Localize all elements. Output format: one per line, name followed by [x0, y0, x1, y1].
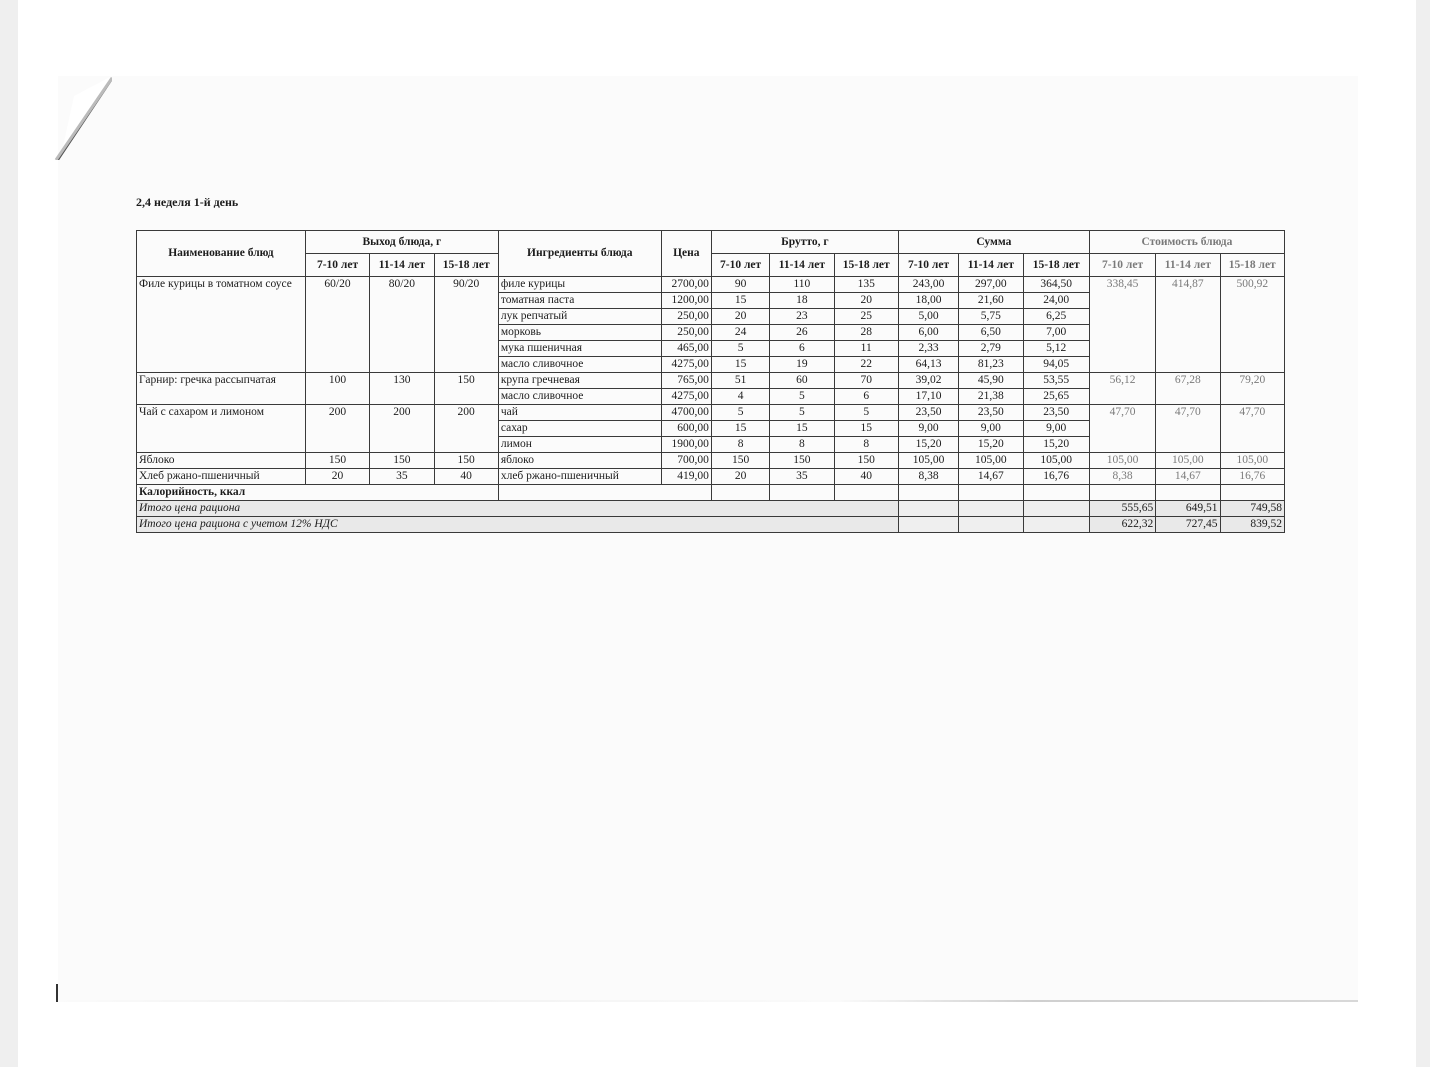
ingredient-brutto: 90 [711, 277, 769, 293]
table-row [137, 373, 1285, 389]
total-vat-value: 622,32 [1089, 517, 1155, 533]
paper-bottom-edge [58, 1000, 1358, 1002]
ingredient-price: 2700,00 [661, 277, 711, 293]
total-value: 749,58 [1220, 501, 1284, 517]
ingredient-sum: 21,38 [959, 389, 1023, 405]
header-age: 15-18 лет [1023, 254, 1089, 277]
ingredient-name: мука пшеничная [498, 341, 661, 357]
dish-cost: 14,67 [1156, 469, 1220, 485]
dish-cost: 47,70 [1220, 405, 1284, 453]
dish-cost: 500,92 [1220, 277, 1284, 373]
ingredient-brutto: 135 [834, 277, 898, 293]
ingredient-sum: 39,02 [898, 373, 958, 389]
ingredient-brutto: 23 [770, 309, 834, 325]
ingredient-name: яблоко [498, 453, 661, 469]
dish-yield: 90/20 [434, 277, 498, 373]
ingredient-price: 250,00 [661, 325, 711, 341]
dish-yield: 35 [370, 469, 434, 485]
ingredient-name: лук репчатый [498, 309, 661, 325]
ingredient-sum: 53,55 [1023, 373, 1089, 389]
dish-yield: 60/20 [305, 277, 369, 373]
ingredient-brutto: 150 [834, 453, 898, 469]
total-value: 555,65 [1089, 501, 1155, 517]
header-age: 11-14 лет [959, 254, 1023, 277]
ingredient-sum: 364,50 [1023, 277, 1089, 293]
header-age: 11-14 лет [370, 254, 434, 277]
dish-cost: 414,87 [1156, 277, 1220, 373]
dish-cost: 8,38 [1089, 469, 1155, 485]
ingredient-sum: 24,00 [1023, 293, 1089, 309]
ingredient-brutto: 15 [711, 421, 769, 437]
ingredient-brutto: 5 [834, 405, 898, 421]
ingredient-brutto: 6 [834, 389, 898, 405]
ingredient-brutto: 18 [770, 293, 834, 309]
ingredient-brutto: 40 [834, 469, 898, 485]
dish-yield: 150 [305, 453, 369, 469]
table-row [137, 405, 1285, 421]
ingredient-brutto: 28 [834, 325, 898, 341]
ingredient-brutto: 110 [770, 277, 834, 293]
header-yield: Выход блюда, г [305, 231, 498, 254]
header-age: 15-18 лет [434, 254, 498, 277]
dish-yield: 150 [434, 453, 498, 469]
header-age: 11-14 лет [770, 254, 834, 277]
ingredient-sum: 6,00 [898, 325, 958, 341]
ingredient-brutto: 25 [834, 309, 898, 325]
ingredient-price: 4275,00 [661, 357, 711, 373]
ingredient-sum: 2,79 [959, 341, 1023, 357]
header-age: 7-10 лет [711, 254, 769, 277]
ingredient-name: хлеб ржано-пшеничный [498, 469, 661, 485]
dish-cost: 56,12 [1089, 373, 1155, 405]
ingredient-sum: 5,00 [898, 309, 958, 325]
ingredient-brutto: 15 [711, 357, 769, 373]
ingredient-sum: 8,38 [898, 469, 958, 485]
ingredient-name: крупа гречневая [498, 373, 661, 389]
ingredient-price: 4700,00 [661, 405, 711, 421]
dish-yield: 20 [305, 469, 369, 485]
ingredient-price: 1200,00 [661, 293, 711, 309]
ingredient-brutto: 20 [711, 469, 769, 485]
ingredient-sum: 2,33 [898, 341, 958, 357]
header-age: 15-18 лет [1220, 254, 1284, 277]
table-header [137, 231, 1285, 277]
ingredient-brutto: 20 [834, 293, 898, 309]
ingredient-brutto: 35 [770, 469, 834, 485]
ingredient-name: масло сливочное [498, 389, 661, 405]
table-body [137, 277, 1285, 533]
ingredient-brutto: 15 [834, 421, 898, 437]
total-vat-value: 839,52 [1220, 517, 1284, 533]
dish-yield: 100 [305, 373, 369, 405]
dish-yield: 150 [434, 373, 498, 405]
ingredient-name: филе курицы [498, 277, 661, 293]
ingredient-sum: 243,00 [898, 277, 958, 293]
ingredient-price: 1900,00 [661, 437, 711, 453]
dish-name: Филе курицы в томатном соусе [137, 277, 306, 373]
ingredient-sum: 6,50 [959, 325, 1023, 341]
ingredient-sum: 64,13 [898, 357, 958, 373]
ingredient-sum: 7,00 [1023, 325, 1089, 341]
ingredient-price: 250,00 [661, 309, 711, 325]
header-ingredients: Ингредиенты блюда [498, 231, 661, 277]
ingredient-price: 419,00 [661, 469, 711, 485]
header-dish-name: Наименование блюд [137, 231, 306, 277]
ingredient-brutto: 26 [770, 325, 834, 341]
ingredient-sum: 9,00 [959, 421, 1023, 437]
ingredient-sum: 23,50 [959, 405, 1023, 421]
ingredient-sum: 6,25 [1023, 309, 1089, 325]
ingredient-sum: 15,20 [898, 437, 958, 453]
ingredient-sum: 15,20 [959, 437, 1023, 453]
header-sum: Сумма [898, 231, 1089, 254]
dish-yield: 150 [370, 453, 434, 469]
calories-row [137, 485, 1285, 501]
ingredient-brutto: 150 [711, 453, 769, 469]
ingredient-price: 4275,00 [661, 389, 711, 405]
ingredient-name: сахар [498, 421, 661, 437]
ingredient-sum: 23,50 [1023, 405, 1089, 421]
ingredient-sum: 25,65 [1023, 389, 1089, 405]
ingredient-price: 700,00 [661, 453, 711, 469]
ingredient-brutto: 5 [711, 341, 769, 357]
ingredient-sum: 17,10 [898, 389, 958, 405]
dish-cost: 338,45 [1089, 277, 1155, 373]
ingredient-brutto: 8 [834, 437, 898, 453]
ingredient-brutto: 60 [770, 373, 834, 389]
total-label: Итого цена рациона [137, 501, 899, 517]
dish-name: Гарнир: гречка рассыпчатая [137, 373, 306, 405]
dish-yield: 200 [370, 405, 434, 453]
ingredient-brutto: 24 [711, 325, 769, 341]
ingredient-brutto: 51 [711, 373, 769, 389]
table-row [137, 277, 1285, 293]
table-row [137, 453, 1285, 469]
dish-cost: 16,76 [1220, 469, 1284, 485]
ingredient-sum: 105,00 [1023, 453, 1089, 469]
folded-corner-shadow [52, 76, 112, 160]
ingredient-brutto: 70 [834, 373, 898, 389]
header-age: 15-18 лет [834, 254, 898, 277]
total-vat-row [137, 517, 1285, 533]
ingredient-price: 465,00 [661, 341, 711, 357]
header-age: 7-10 лет [898, 254, 958, 277]
ingredient-brutto: 5 [711, 405, 769, 421]
ingredient-sum: 297,00 [959, 277, 1023, 293]
ingredient-sum: 5,75 [959, 309, 1023, 325]
ingredient-brutto: 22 [834, 357, 898, 373]
dish-cost: 67,28 [1156, 373, 1220, 405]
scanned-paper [58, 76, 1358, 1002]
dish-cost: 105,00 [1220, 453, 1284, 469]
ingredient-sum: 5,12 [1023, 341, 1089, 357]
ingredient-brutto: 5 [770, 405, 834, 421]
dish-yield: 80/20 [370, 277, 434, 373]
ingredient-sum: 105,00 [959, 453, 1023, 469]
ingredient-name: чай [498, 405, 661, 421]
dish-yield: 200 [305, 405, 369, 453]
ingredient-brutto: 150 [770, 453, 834, 469]
ingredient-brutto: 20 [711, 309, 769, 325]
ingredient-name: масло сливочное [498, 357, 661, 373]
ingredient-name: лимон [498, 437, 661, 453]
ingredient-sum: 9,00 [898, 421, 958, 437]
table-row [137, 469, 1285, 485]
ingredient-brutto: 19 [770, 357, 834, 373]
scan-mark [56, 984, 58, 1002]
total-value: 649,51 [1156, 501, 1220, 517]
total-vat-value: 727,45 [1156, 517, 1220, 533]
header-age: 7-10 лет [1089, 254, 1155, 277]
ingredient-brutto: 8 [711, 437, 769, 453]
dish-name: Хлеб ржано-пшеничный [137, 469, 306, 485]
ingredient-price: 600,00 [661, 421, 711, 437]
ingredient-sum: 81,23 [959, 357, 1023, 373]
ingredient-price: 765,00 [661, 373, 711, 389]
ingredient-brutto: 8 [770, 437, 834, 453]
ingredient-brutto: 15 [711, 293, 769, 309]
header-age: 11-14 лет [1156, 254, 1220, 277]
header-age: 7-10 лет [305, 254, 369, 277]
header-brutto: Брутто, г [711, 231, 898, 254]
dish-name: Яблоко [137, 453, 306, 469]
dish-yield: 40 [434, 469, 498, 485]
header-price: Цена [661, 231, 711, 277]
ingredient-brutto: 5 [770, 389, 834, 405]
total-row [137, 501, 1285, 517]
ingredient-sum: 14,67 [959, 469, 1023, 485]
ingredient-sum: 16,76 [1023, 469, 1089, 485]
menu-table [136, 230, 1285, 533]
dish-cost: 105,00 [1156, 453, 1220, 469]
ingredient-sum: 9,00 [1023, 421, 1089, 437]
total-vat-label: Итого цена рациона с учетом 12% НДС [137, 517, 899, 533]
dish-yield: 130 [370, 373, 434, 405]
ingredient-name: морковь [498, 325, 661, 341]
ingredient-brutto: 11 [834, 341, 898, 357]
ingredient-sum: 23,50 [898, 405, 958, 421]
calories-label: Калорийность, ккал [137, 485, 499, 501]
ingredient-sum: 105,00 [898, 453, 958, 469]
ingredient-sum: 18,00 [898, 293, 958, 309]
dish-yield: 200 [434, 405, 498, 453]
ingredient-brutto: 4 [711, 389, 769, 405]
ingredient-sum: 45,90 [959, 373, 1023, 389]
ingredient-brutto: 6 [770, 341, 834, 357]
dish-name: Чай с сахаром и лимоном [137, 405, 306, 453]
ingredient-name: томатная паста [498, 293, 661, 309]
ingredient-sum: 21,60 [959, 293, 1023, 309]
dish-cost: 79,20 [1220, 373, 1284, 405]
dish-cost: 105,00 [1089, 453, 1155, 469]
ingredient-brutto: 15 [770, 421, 834, 437]
dish-cost: 47,70 [1089, 405, 1155, 453]
ingredient-sum: 94,05 [1023, 357, 1089, 373]
ingredient-sum: 15,20 [1023, 437, 1089, 453]
header-dish-cost: Стоимость блюда [1089, 231, 1284, 254]
document-title: 2,4 неделя 1-й день [136, 195, 239, 209]
dish-cost: 47,70 [1156, 405, 1220, 453]
